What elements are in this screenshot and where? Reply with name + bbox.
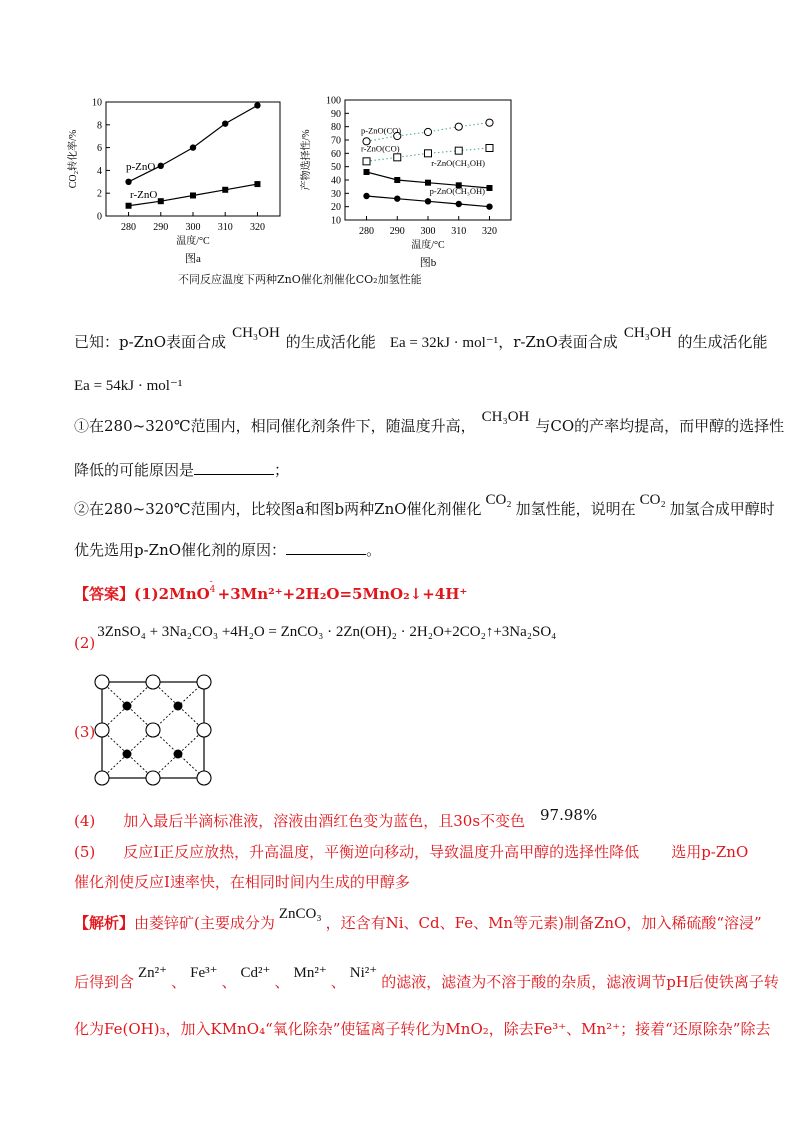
answer-line-2 bbox=[74, 622, 557, 652]
chart-label: 图b bbox=[419, 257, 437, 269]
q2-end: 。 bbox=[366, 541, 382, 559]
q2-text-a: ②在280~320℃范围内，比较图a和图b两种ZnO催化剂催化 bbox=[74, 500, 482, 518]
data-point bbox=[455, 123, 462, 130]
y-axis-label: 产物选择性/% bbox=[301, 129, 312, 191]
question-1-line-2 bbox=[74, 459, 289, 480]
permanganate-script bbox=[209, 577, 218, 599]
series-label: r-ZnO(CH₃OH) bbox=[431, 158, 485, 168]
y-tick-label: 4 bbox=[97, 165, 102, 177]
permanganate-sup: - bbox=[209, 577, 213, 587]
data-point bbox=[254, 102, 260, 108]
analysis-line-1 bbox=[74, 906, 762, 933]
answer-1-head: (1)2MnO bbox=[134, 585, 210, 603]
data-point bbox=[394, 177, 400, 183]
data-point bbox=[363, 158, 370, 165]
question-1-line-1 bbox=[74, 409, 785, 436]
known-text-a: 已知：p-ZnO表面合成 bbox=[74, 333, 227, 351]
chart-b bbox=[295, 88, 525, 278]
ion-sep-1: 、 bbox=[171, 973, 187, 991]
lattice-diagram bbox=[90, 670, 220, 790]
y-tick-label: 70 bbox=[331, 135, 341, 147]
answer-line-5 bbox=[74, 841, 748, 862]
data-point bbox=[190, 192, 196, 198]
x-tick-label: 300 bbox=[185, 222, 201, 233]
x-tick-label: 310 bbox=[451, 226, 467, 237]
x-tick-label: 300 bbox=[420, 226, 436, 237]
x-axis-label: 温度/°C bbox=[176, 236, 210, 247]
data-point bbox=[424, 128, 431, 135]
data-point bbox=[190, 144, 196, 150]
y-tick-label: 30 bbox=[331, 188, 341, 200]
data-point bbox=[125, 179, 131, 185]
data-point bbox=[425, 150, 432, 157]
answer-2-equation: 3ZnSO₄ + 3Na₂CO₃ +4H₂O = ZnCO₃ · 2Zn(OH)₂ · 2H₂O+2CO₂↑+3Na₂SO₄ bbox=[97, 624, 557, 640]
ch3oh-formula-2: CH₃OH bbox=[623, 325, 672, 341]
data-point bbox=[126, 203, 132, 209]
answer-4-num: (4) bbox=[74, 812, 96, 830]
analysis-line-3: 化为Fe(OH)₃，加入KMnO₄“氧化除杂”使锰离子转化为MnO₂，除去Fe³⁺、Mn²⁺；接着“还原除杂”除去 bbox=[74, 1020, 771, 1038]
answer-blank-1[interactable] bbox=[194, 474, 274, 475]
activation-energy-p: Ea = 32kJ · mol⁻¹ bbox=[389, 335, 499, 351]
answer-5-text-2: 选用p-ZnO bbox=[671, 843, 749, 861]
ion-cd: Cd²⁺ bbox=[240, 965, 271, 981]
y-tick-label: 6 bbox=[97, 143, 102, 155]
series-label: p-ZnO bbox=[126, 161, 156, 173]
answer-5-text-3: 催化剂使反应Ⅰ速率快，在相同时间内生成的甲醇多 bbox=[74, 873, 410, 891]
data-point bbox=[158, 163, 164, 169]
data-point bbox=[455, 147, 462, 154]
analysis-text-1a: 由菱锌矿(主要成分为 bbox=[134, 914, 275, 932]
data-point bbox=[486, 119, 493, 126]
chart-a bbox=[60, 88, 300, 278]
figure-caption: 不同反应温度下两种ZnO催化剂催化CO₂加氢性能 bbox=[178, 273, 422, 286]
ion-ni: Ni²⁺ bbox=[349, 965, 378, 981]
answer-label: 【答案】 bbox=[74, 585, 135, 603]
answer-5-num: (5) bbox=[74, 843, 96, 861]
answer-line-1 bbox=[74, 577, 468, 604]
known-line-1 bbox=[74, 325, 768, 352]
data-point bbox=[222, 120, 228, 126]
data-point bbox=[486, 185, 492, 191]
q2-co2: CO₂ bbox=[485, 492, 512, 508]
activation-energy-r: Ea = 54kJ · mol⁻¹ bbox=[74, 378, 183, 394]
known-text-d: 的生成活化能 bbox=[677, 333, 768, 351]
y-axis-label: CO₂转化率/% bbox=[68, 129, 79, 189]
y-tick-label: 40 bbox=[331, 175, 341, 187]
x-tick-label: 320 bbox=[249, 222, 265, 233]
data-point bbox=[222, 187, 228, 193]
q1-ch3oh: CH₃OH bbox=[481, 409, 530, 425]
answer-3-num: (3) bbox=[74, 723, 96, 741]
data-point bbox=[254, 181, 260, 187]
permanganate-sub: 4 bbox=[209, 585, 216, 595]
ion-mn: Mn²⁺ bbox=[293, 965, 327, 981]
q2-co2-b: CO₂ bbox=[639, 492, 666, 508]
y-tick-label: 2 bbox=[97, 188, 102, 200]
answer-line-4 bbox=[74, 810, 525, 831]
y-tick-label: 20 bbox=[331, 202, 341, 214]
znco3-formula: ZnCO₃ bbox=[278, 906, 322, 922]
q1-text-c: 降低的可能原因是 bbox=[74, 461, 195, 479]
ion-sep-2: 、 bbox=[221, 973, 237, 991]
y-tick-label: 10 bbox=[331, 215, 341, 227]
q1-end: ； bbox=[274, 461, 290, 479]
y-tick-label: 8 bbox=[97, 120, 102, 132]
x-tick-label: 290 bbox=[389, 226, 405, 237]
answer-4-text: 加入最后半滴标准液，溶液由酒红色变为蓝色，且30s不变色 bbox=[123, 812, 526, 830]
question-2-line-2 bbox=[74, 539, 381, 560]
data-point bbox=[486, 145, 493, 152]
q2-text-d: 优先选用p-ZnO催化剂的原因： bbox=[74, 541, 287, 559]
y-tick-label: 10 bbox=[92, 97, 102, 109]
q2-text-c: 加氢合成甲醇时 bbox=[669, 500, 775, 518]
series-label: p-ZnO(CO) bbox=[361, 125, 402, 136]
ion-sep-4: 、 bbox=[330, 973, 346, 991]
chart-label: 图a bbox=[185, 253, 201, 265]
data-point bbox=[456, 201, 462, 207]
data-point bbox=[486, 203, 492, 209]
ion-fe: Fe³⁺ bbox=[190, 965, 218, 981]
answer-4-value: 97.98% bbox=[540, 806, 598, 824]
question-2-line-1 bbox=[74, 492, 775, 519]
ion-sep-3: 、 bbox=[274, 973, 290, 991]
x-tick-label: 280 bbox=[359, 226, 375, 237]
answer-1-rest: +3Mn²⁺+2H₂O=5MnO₂↓+4H⁺ bbox=[217, 585, 468, 603]
q2-text-b: 加氢性能，说明在 bbox=[515, 500, 636, 518]
q1-text-a: ①在280~320℃范围内，相同催化剂条件下，随温度升高， bbox=[74, 417, 476, 435]
known-text-c: ，r-ZnO表面合成 bbox=[498, 333, 618, 351]
x-tick-label: 290 bbox=[153, 222, 169, 233]
ch3oh-formula: CH₃OH bbox=[232, 325, 280, 341]
data-point bbox=[394, 154, 401, 161]
data-point bbox=[364, 169, 370, 175]
y-tick-label: 80 bbox=[331, 122, 341, 134]
x-tick-label: 280 bbox=[121, 222, 137, 233]
y-tick-label: 0 bbox=[97, 211, 102, 223]
data-point bbox=[425, 180, 431, 186]
series-label: r-ZnO(CO) bbox=[361, 143, 400, 154]
analysis-line-2 bbox=[74, 965, 779, 992]
y-tick-label: 90 bbox=[331, 108, 341, 120]
y-tick-label: 60 bbox=[331, 148, 341, 160]
q1-text-b: 与CO的产率均提高，而甲醇的选择性 bbox=[535, 417, 785, 435]
answer-5-text: 反应Ⅰ正反应放热，升高温度，平衡逆向移动，导致温度升高甲醇的选择性降低 bbox=[123, 843, 640, 861]
data-point bbox=[394, 195, 400, 201]
x-tick-label: 310 bbox=[217, 222, 233, 233]
analysis-text-2a: 后得到含 bbox=[74, 973, 135, 991]
data-point bbox=[158, 198, 164, 204]
x-tick-label: 320 bbox=[481, 226, 497, 237]
y-tick-label: 50 bbox=[331, 162, 341, 174]
y-tick-label: 100 bbox=[326, 95, 341, 107]
series-label: r-ZnO bbox=[130, 189, 158, 201]
analysis-label: 【解析】 bbox=[74, 914, 135, 932]
ion-zn: Zn²⁺ bbox=[138, 965, 168, 981]
answer-2-num: (2) bbox=[74, 634, 96, 652]
x-axis-label: 温度/°C bbox=[411, 240, 445, 251]
series-label: p-ZnO(CH₃OH) bbox=[429, 186, 485, 196]
data-point bbox=[425, 198, 431, 204]
analysis-text-2b: 的滤液，滤渣为不溶于酸的杂质，滤液调节pH后使铁离子转 bbox=[381, 973, 779, 991]
analysis-text-1b: ，还含有Ni、Cd、Fe、Mn等元素)制备ZnO，加入稀硫酸“溶浸” bbox=[325, 914, 762, 932]
data-point bbox=[363, 193, 369, 199]
known-text-b: 的生成活化能 bbox=[285, 333, 376, 351]
answer-blank-2[interactable] bbox=[286, 554, 366, 555]
